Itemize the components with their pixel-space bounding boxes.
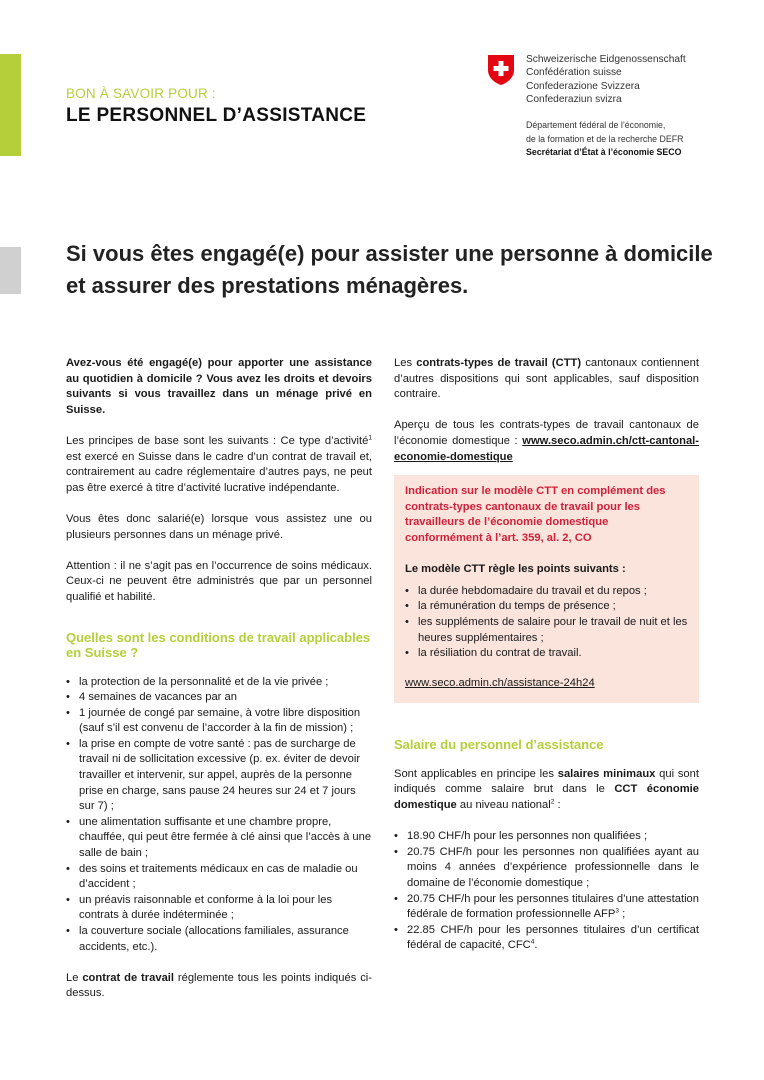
list-item <box>394 892 699 923</box>
list-item: • les suppléments de salaire pour le travail de nuit et les heures supplémentaires ; <box>405 615 688 646</box>
name-it: Confederazione Svizzera <box>526 80 640 92</box>
headline-line: et assurer des prestations ménagères. <box>66 273 469 298</box>
lead-paragraph: Avez-vous été engagé(e) pour apporter une assistance au quotidien à domicile ? Vous avez les droits et devoirs suivants si vous travaillez dans un ménage privé en Suisse. <box>66 357 372 416</box>
list-item: • la prise en compte de votre santé : pas de surcharge de travail ni de sollicitation excessive (p. ex. éviter de devoir travailler et intervenir, sur appel, auprès de la personne prise en charge, sans pause 24 heures sur 24 et 7 jours sur 7) ; <box>66 737 372 815</box>
list-item: • la rémunération du temps de présence ; <box>405 599 688 615</box>
salary-intro <box>394 767 699 814</box>
ctt-model-infobox <box>394 475 699 703</box>
accent-bar-grey <box>0 247 21 294</box>
list-item: • la couverture sociale (allocations familiales, assurance accidents, etc.). <box>66 924 372 955</box>
department-block <box>526 119 683 160</box>
page-headline <box>66 238 746 302</box>
headline-line: Si vous êtes engagé(e) pour assister une personne à domicile <box>66 241 713 266</box>
contract-paragraph <box>66 971 372 1002</box>
text: 22.85 CHF/h pour les personnes titulaires d’un certificat fédéral de capacité, CFC <box>407 923 699 952</box>
confederation-names <box>526 53 686 106</box>
overview-paragraph <box>394 418 699 465</box>
list-item: • 1 journée de congé par semaine, à votre libre disposition (sauf s’il est convenu de l’accorder à la fin de mission) ; <box>66 706 372 737</box>
ctt-cantonal-link[interactable]: www.seco.admin.ch/ctt-cantonal-economie-domestique <box>394 434 699 463</box>
left-column <box>66 356 372 1018</box>
right-column <box>394 356 699 970</box>
footnote-ref: 3 <box>615 907 619 915</box>
emphasis: contrats-types de travail (CTT) <box>416 357 582 369</box>
footnote-ref: 1 <box>368 434 372 442</box>
text: Les <box>394 357 417 369</box>
department-line: Département fédéral de l’économie, <box>526 120 666 130</box>
emphasis: salaires minimaux <box>557 767 656 780</box>
list-item: • 4 semaines de vacances par an <box>66 690 372 706</box>
infobox-list <box>405 584 688 662</box>
text: 20.75 CHF/h pour les personnes titulaires d’une attestation fédérale de formation professionnelle AFP <box>407 892 699 921</box>
infobox-subheading: Le modèle CTT règle les points suivants : <box>405 563 626 576</box>
ctt-paragraph <box>394 356 699 403</box>
list-item: • la résiliation du contrat de travail. <box>405 646 688 662</box>
principles-paragraph <box>66 434 372 496</box>
text: cantonaux contiennent d’autres dispositions qui sont applicables, sauf disposition contraire. <box>394 357 699 401</box>
text: au niveau national <box>456 798 551 811</box>
text: réglemente tous les points indiqués ci-dessus. <box>66 971 372 1000</box>
emphasis: contrat de travail <box>82 971 175 984</box>
text: : <box>554 798 561 811</box>
text: qui sont indiqués comme salaire brut dans le <box>394 767 699 796</box>
salary-heading: Salaire du personnel d’assistance <box>394 737 604 753</box>
attention-paragraph: Attention : il ne s’agit pas en l’occurrence de soins médicaux. Ceux-ci ne peuvent être administrés que par un personnel qualifié et habilité. <box>66 559 372 603</box>
infobox-heading: Indication sur le modèle CTT en complément des contrats-types cantonaux de travail pour les travailleurs de l’économie domestique conformément à l’art. 359, al. 2, CO <box>405 485 666 544</box>
list-item <box>394 923 699 954</box>
department-line: de la formation et de la recherche DEFR <box>526 133 684 144</box>
conditions-list <box>66 675 372 956</box>
list-item: • la protection de la personnalité et de la vie privée ; <box>66 675 372 691</box>
accent-bar-green <box>0 54 21 156</box>
salary-list <box>394 829 699 954</box>
header-kicker: BON À SAVOIR POUR : <box>66 86 216 101</box>
assistance-24h24-link[interactable]: www.seco.admin.ch/assistance-24h24 <box>405 676 595 689</box>
conditions-heading: Quelles sont les conditions de travail applicables en Suisse ? <box>66 629 371 660</box>
list-item: • des soins et traitements médicaux en cas de maladie ou d’accident ; <box>66 862 372 893</box>
list-item: • la durée hebdomadaire du travail et du repos ; <box>405 584 688 600</box>
document-title: LE PERSONNEL D’ASSISTANCE <box>66 105 367 126</box>
name-de: Schweizerische Eidgenossenschaft <box>526 54 686 65</box>
list-item: • 20.75 CHF/h pour les personnes non qualifiées ayant au moins 4 années d’expérience professionnelle dans le domaine de l’économie domestique ; <box>394 845 699 892</box>
list-item: • un préavis raisonnable et conforme à la loi pour les contrats à durée indéterminée ; <box>66 893 372 924</box>
text: Aperçu de tous les contrats-types de travail cantonaux de l’économie domestique : <box>394 419 699 447</box>
name-rm: Confederaziun svizra <box>526 93 622 105</box>
footnote-ref: 2 <box>550 798 555 806</box>
secretariat-name: Secrétariat d’État à l’économie SECO <box>526 147 682 157</box>
text: ; <box>618 908 626 921</box>
emphasis: CCT économie domestique <box>394 783 700 811</box>
footnote-ref: 4 <box>530 938 535 946</box>
employee-paragraph: Vous êtes donc salarié(e) lorsque vous assistez une ou plusieurs personnes dans un ménage privé. <box>66 512 372 541</box>
text: . <box>534 939 538 952</box>
name-fr: Confédération suisse <box>526 67 622 79</box>
text: Sont applicables en principe les <box>394 767 558 780</box>
text: est exercé en Suisse dans le cadre d’un contrat de travail et, contrairement au cadre réglementaire d’autres pays, ne peut pas être exercé à titre d’activité lucrative indépendante. <box>66 450 372 494</box>
text: Le <box>66 971 83 984</box>
text: Les principes de base sont les suivants : Ce type d’activité <box>66 434 369 447</box>
swiss-shield-icon <box>487 54 515 86</box>
list-item: • une alimentation suffisante et une chambre propre, chauffée, qui peut être fermée à clé ainsi que l’accès à une salle de bain ; <box>66 815 372 862</box>
list-item: • 18.90 CHF/h pour les personnes non qualifiées ; <box>394 829 699 845</box>
